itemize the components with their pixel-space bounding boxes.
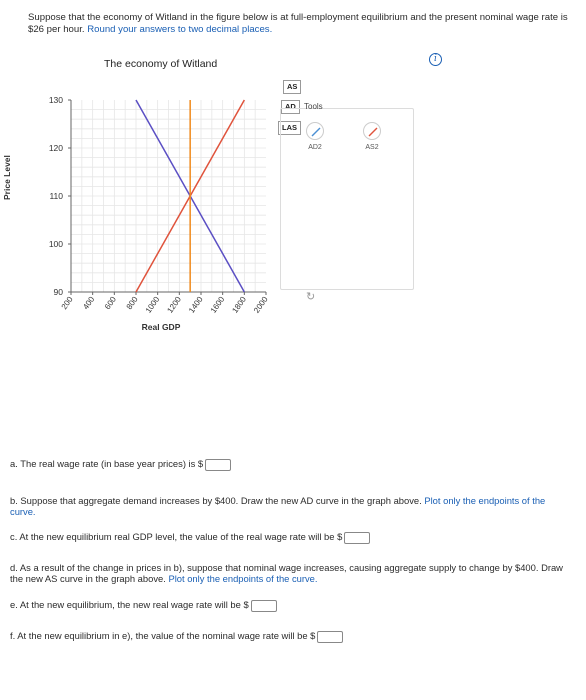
y-tick-label: 130	[48, 95, 63, 105]
intro-text: Suppose that the economy of Witland in the figure below is at full-employment equilibrium and the present nominal wage rate is $26 per hour.	[28, 12, 568, 35]
line-tool-icon	[306, 122, 324, 140]
question-a	[10, 458, 570, 471]
graph-title: The economy of Witland	[104, 58, 218, 70]
x-tick-label: 600	[102, 294, 118, 312]
y-tick-label: 100	[48, 239, 63, 249]
x-tick-label: 400	[81, 294, 97, 312]
y-tick-label: 90	[53, 287, 63, 297]
x-tick-label: 1600	[208, 294, 227, 315]
y-axis-label: Price Level	[2, 155, 12, 200]
line-tool-icon	[363, 122, 381, 140]
legend-button-ad[interactable]: AD	[281, 100, 300, 114]
intro-rounding-note: Round your answers to two decimal places.	[87, 23, 273, 35]
tool-ad2-label: AD2	[308, 144, 322, 151]
question-e-text: e. At the new equilibrium, the new real wage rate will be $	[10, 599, 249, 610]
question-c	[10, 531, 570, 544]
question-e	[10, 599, 570, 612]
info-icon[interactable]: i	[429, 53, 442, 66]
answer-f-input[interactable]	[317, 631, 343, 643]
x-tick-label: 1000	[143, 294, 162, 315]
refresh-icon[interactable]: ↻	[306, 291, 316, 303]
y-tick-label: 110	[49, 191, 63, 201]
y-tick-label: 120	[48, 143, 63, 153]
x-tick-label: 1800	[230, 294, 248, 315]
question-a-text: a. The real wage rate (in base year prices) is $	[10, 458, 204, 469]
question-f-text: f. At the new equilibrium in e), the value of the nominal wage rate will be $	[10, 630, 316, 641]
question-d-note: Plot only the endpoints of the curve.	[168, 573, 318, 584]
x-tick-label: 2000	[252, 294, 270, 315]
answer-e-input[interactable]	[251, 600, 277, 612]
legend-button-las[interactable]: LAS	[278, 121, 301, 135]
question-d	[10, 562, 570, 584]
x-axis-label: Real GDP	[141, 322, 181, 332]
x-tick-label: 1400	[187, 294, 205, 315]
question-b	[10, 495, 570, 517]
tools-title: Tools	[304, 102, 323, 111]
question-f	[10, 630, 570, 643]
x-tick-label: 1200	[165, 294, 183, 315]
tool-as2-label: AS2	[365, 144, 379, 151]
x-tick-label: 800	[124, 294, 140, 312]
tool-as2[interactable]	[358, 122, 386, 151]
question-b-note: Plot only the endpoints of the curve.	[10, 495, 546, 517]
answer-c-input[interactable]	[344, 532, 370, 544]
answer-a-input[interactable]	[205, 459, 231, 471]
question-b-text: b. Suppose that aggregate demand increases by $400. Draw the new AD curve in the graph above.	[10, 495, 422, 506]
legend-button-as[interactable]: AS	[283, 80, 301, 94]
tool-ad2[interactable]	[301, 122, 329, 151]
question-c-text: c. At the new equilibrium real GDP level, the value of the real wage rate will be $	[10, 531, 343, 542]
x-tick-label: 200	[59, 294, 75, 312]
question-d-text: d. As a result of the change in prices in b), suppose that nominal wage increases, causing aggregate supply to change by $400. Draw the new AS curve in the graph above.	[10, 562, 563, 584]
